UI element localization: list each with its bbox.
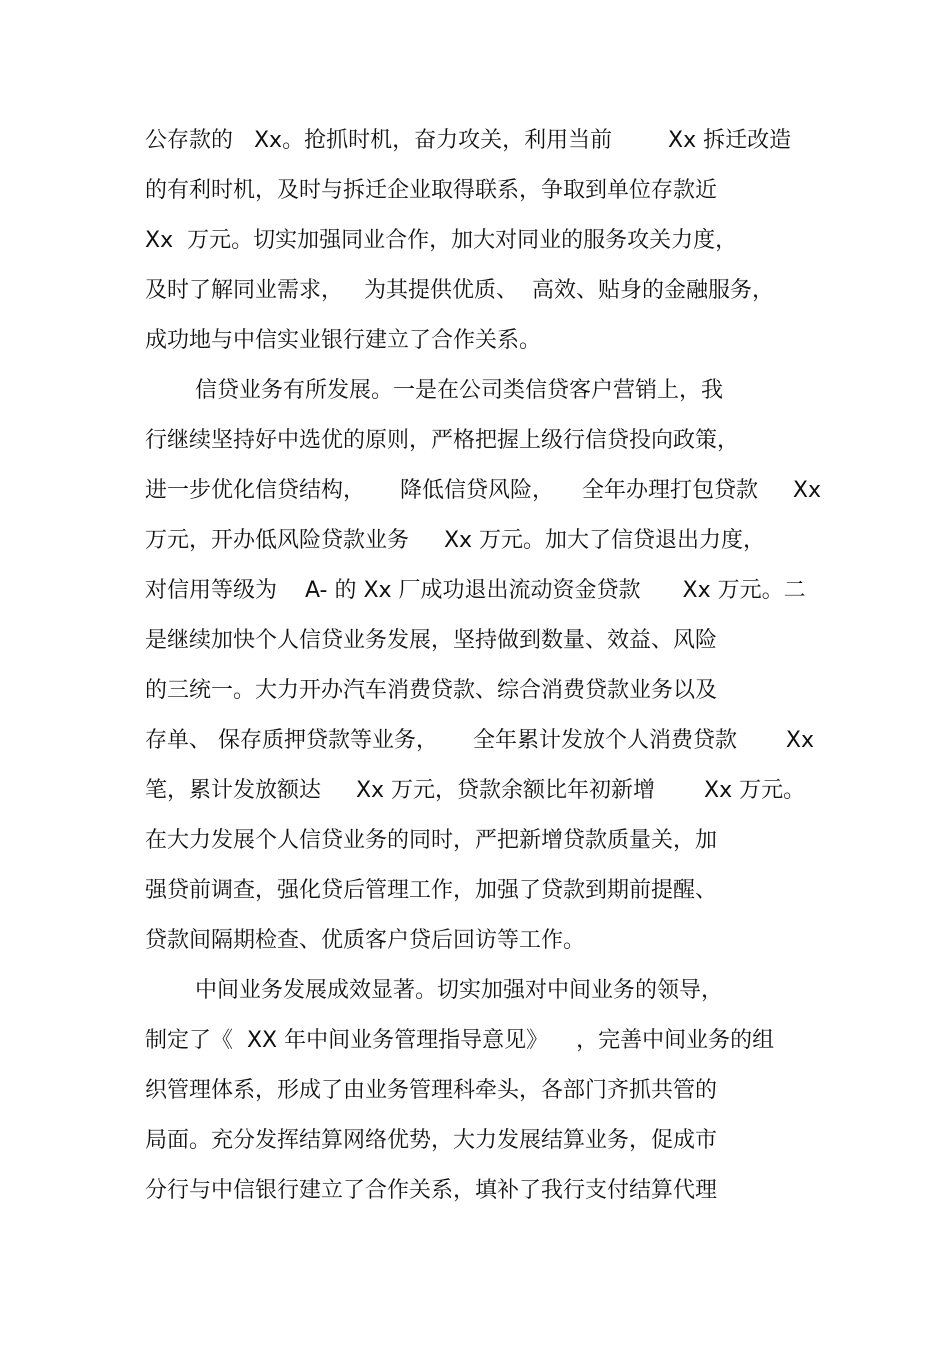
text-line: 的有利时机，及时与拆迁企业取得联系，争取到单位存款近 xyxy=(145,178,718,203)
text-line: 成功地与中信实业银行建立了合作关系。 xyxy=(145,328,542,353)
text-line: 制定了《 XX 年中间业务管理指导意见》 ，完善中间业务的组 xyxy=(145,1028,775,1053)
text-line: 笔，累计发放额达 Xx 万元，贷款余额比年初新增 Xx 万元。 xyxy=(145,778,806,803)
text-line: 存单、 保存质押贷款等业务， 全年累计发放个人消费贷款 Xx xyxy=(145,728,815,753)
text-line: 分行与中信银行建立了合作关系，填补了我行支付结算代理 xyxy=(145,1178,718,1203)
text-line: 及时了解同业需求， 为其提供优质、 高效、贴身的金融服务， xyxy=(145,278,774,303)
text-line: 强贷前调查，强化贷后管理工作，加强了贷款到期前提醒、 xyxy=(145,878,718,903)
paragraph-first-line: 信贷业务有所发展。一是在公司类信贷客户营销上，我 xyxy=(195,378,724,403)
text-line: 行继续坚持好中选优的原则，严格把握上级行信贷投向政策， xyxy=(145,428,740,453)
paragraph-first-line: 中间业务发展成效显著。切实加强对中间业务的领导， xyxy=(195,978,724,1003)
text-line: 公存款的 Xx。抢抓时机，奋力攻关，利用当前 Xx 拆迁改造 xyxy=(145,128,792,153)
text-line: 万元，开办低风险贷款业务 Xx 万元。加大了信贷退出力度， xyxy=(145,528,766,553)
text-line: 是继续加快个人信贷业务发展，坚持做到数量、效益、风险 xyxy=(145,628,718,653)
text-line: 局面。充分发挥结算网络优势，大力发展结算业务，促成市 xyxy=(145,1128,718,1153)
text-line: 对信用等级为 A- 的 Xx 厂成功退出流动资金贷款 Xx 万元。二 xyxy=(145,578,806,603)
text-line: 贷款间隔期检查、优质客户贷后回访等工作。 xyxy=(145,928,586,953)
text-line: 在大力发展个人信贷业务的同时，严把新增贷款质量关，加 xyxy=(145,828,718,853)
text-line: 织管理体系，形成了由业务管理科牵头，各部门齐抓共管的 xyxy=(145,1078,718,1103)
text-line: 的三统一。大力开办汽车消费贷款、综合消费贷款业务以及 xyxy=(145,678,718,703)
text-line: Xx 万元。切实加强同业合作，加大对同业的服务攻关力度， xyxy=(145,228,738,253)
text-line: 进一步优化信贷结构， 降低信贷风险， 全年办理打包贷款 Xx xyxy=(145,478,821,503)
